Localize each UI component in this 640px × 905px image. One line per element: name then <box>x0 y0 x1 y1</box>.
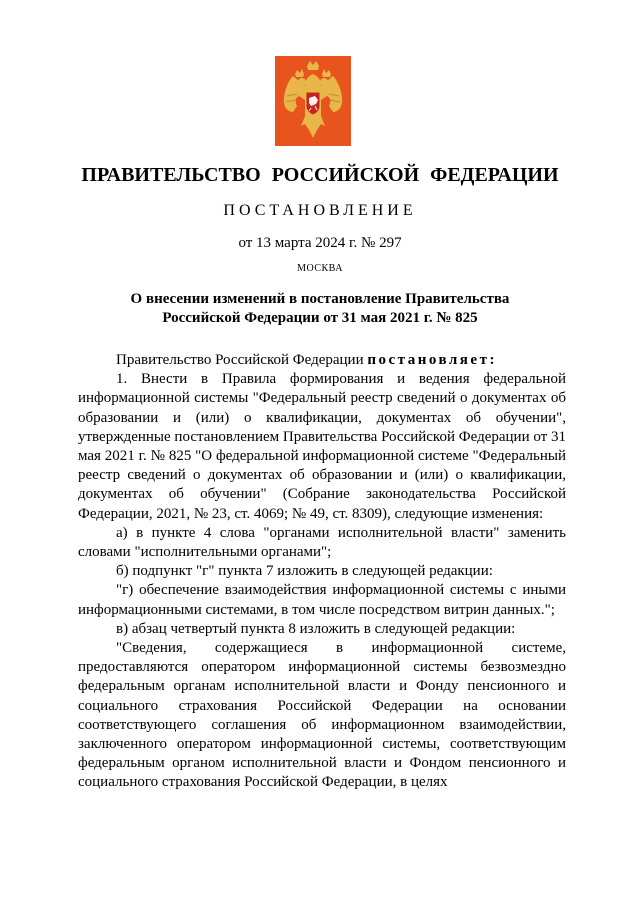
government-name: ПРАВИТЕЛЬСТВО РОССИЙСКОЙ ФЕДЕРАЦИИ <box>81 164 559 186</box>
document-date-number: от 13 марта 2024 г. № 297 <box>238 235 402 251</box>
document-subject <box>110 290 530 328</box>
subject-line-1: О внесении изменений в постановление Правительства <box>130 291 510 307</box>
paragraph-5: в) абзац четвертый пункта 8 изложить в следующей редакции: <box>116 620 516 637</box>
document-type: ПОСТАНОВЛЕНИЕ <box>223 202 417 219</box>
paragraph-6: "Сведения, содержащиеся в информационной системе, предоставляются оператором информационной системы безвозмездно федеральным органам исполнительной власти и Фонду пенсионного и социального страхования Российской Федерации на основании соответствующего соглашения об информационном взаимодействии, заключенного оператором информационной системы, соответствующим федеральным органом исполнительной власти и Фондом пенсионного и социального страхования Российской Федерации, в целях <box>78 640 566 791</box>
intro-paragraph <box>78 351 566 370</box>
paragraph-4: "г) обеспечение взаимодействия информационной системы с иными информационными системами, в том числе посредством витрин данных."; <box>78 582 566 618</box>
intro-resolves: постановляет: <box>367 352 497 368</box>
paragraph-1: 1. Внести в Правила формирования и ведения федеральной информационной системы "Федеральный реестр сведений о документах об образовании и (или) о квалификации, документах об обучении", утвержденные постановлением Правительства Российской Федерации от 31 мая 2021 г. № 825 "О федеральной информационной системе "Федеральный реестр сведений о документах об образовании и (или) о квалификации, документах об обучении" (Собрание законодательства Российской Федерации, 2021, № 23, ст. 4069; № 49, ст. 8309), следующие изменения: <box>78 371 566 522</box>
paragraph-3: б) подпункт "г" пункта 7 изложить в следующей редакции: <box>116 563 493 580</box>
coat-of-arms-emblem <box>275 56 351 146</box>
document-city: МОСКВА <box>297 263 343 274</box>
subject-line-2: Российской Федерации от 31 мая 2021 г. № 825 <box>162 310 478 326</box>
intro-prefix: Правительство Российской Федерации <box>116 352 368 368</box>
document-body <box>78 351 566 793</box>
paragraph-2: а) в пункте 4 слова "органами исполнительной власти" заменить словами "исполнительными органами"; <box>78 524 566 561</box>
